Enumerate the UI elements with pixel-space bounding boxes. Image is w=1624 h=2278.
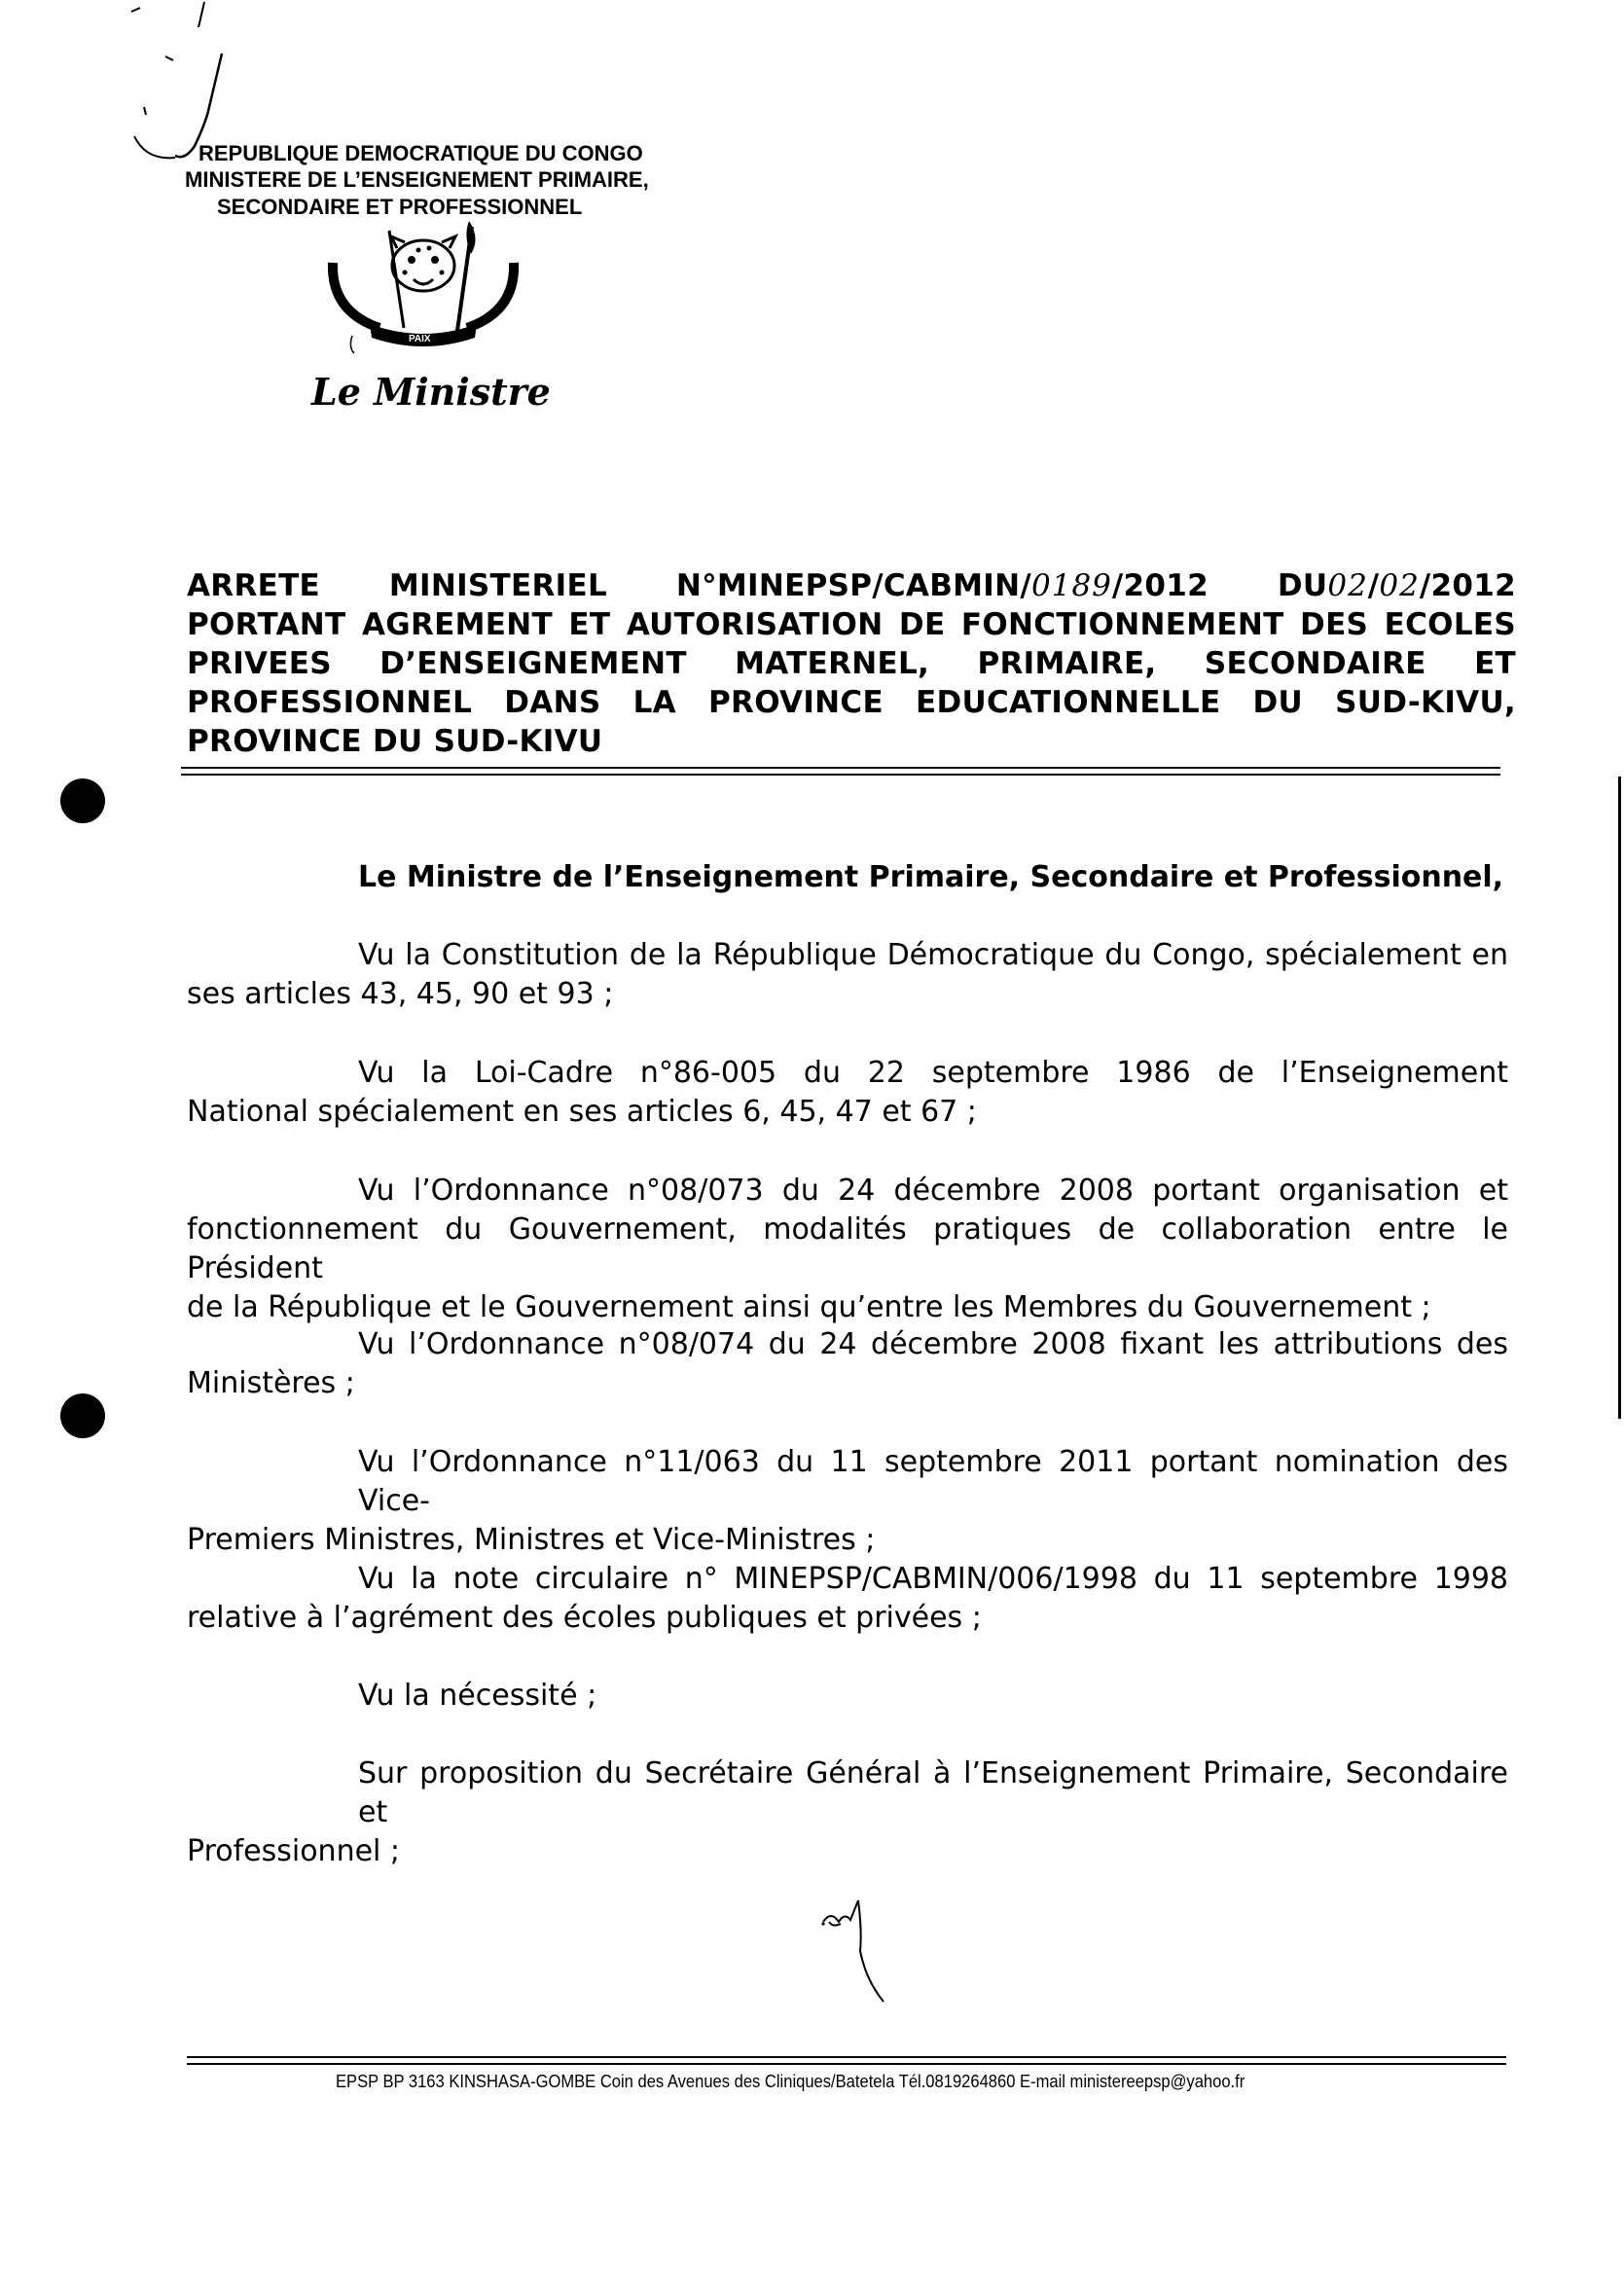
p3-line-3: de la République et le Gouvernement ainsi qu’entre les Membres du Gouvernement ; xyxy=(187,1290,1431,1324)
title-line-1 xyxy=(187,566,1516,605)
title-reference xyxy=(676,566,1209,605)
title-line-4: PROFESSIONNEL DANS LA PROVINCE EDUCATIONNELLE DU SUD-KIVU, xyxy=(187,685,1516,720)
header-country: REPUBLIQUE DEMOCRATIQUE DU CONGO xyxy=(198,141,643,165)
title-line-5: PROVINCE DU SUD-KIVU xyxy=(187,724,603,759)
p1-line-2: ses articles 43, 45, 90 et 93 ; xyxy=(187,977,614,1011)
paragraph-ordonnance-11-063 xyxy=(187,1443,1508,1560)
paragraph-ordonnance-073 xyxy=(187,1172,1508,1327)
footer-contact: EPSP BP 3163 KINSHASA-GOMBE Coin des Avenues des Cliniques/Batetela Tél.0819264860 E-mail ministereepsp@yahoo.fr xyxy=(336,2072,1245,2091)
title-date xyxy=(1278,566,1516,605)
p3-line-1: Vu l’Ordonnance n°08/073 du 24 décembre 2008 portant organisation et xyxy=(358,1174,1508,1208)
date-day-handwritten: 02 xyxy=(1327,568,1368,603)
title-line-3: PRIVEES D’ENSEIGNEMENT MATERNEL, PRIMAIRE, SECONDAIRE ET xyxy=(187,646,1516,681)
title-rule-bottom xyxy=(181,774,1500,776)
p4-line-2: Ministères ; xyxy=(187,1366,355,1400)
p8-line-1: Sur proposition du Secrétaire Général à l’Enseignement Primaire, Secondaire et xyxy=(358,1756,1508,1829)
p7-line-1: Vu la nécessité ; xyxy=(358,1679,597,1713)
date-separator: / xyxy=(1367,568,1380,603)
scan-edge-mark xyxy=(1618,777,1621,1419)
emblem-motto-left: JUSTICE xyxy=(350,283,378,320)
punch-hole-bottom xyxy=(60,1393,105,1438)
p3-line-2: fonctionnement du Gouvernement, modalités pratiques de collaboration entre le Président xyxy=(187,1212,1508,1285)
p6-line-1: Vu la note circulaire n° MINEPSP/CABMIN/006/1998 du 11 septembre 1998 xyxy=(358,1562,1508,1596)
title-arrete: ARRETE xyxy=(187,568,321,603)
coat-of-arms-emblem xyxy=(311,219,535,355)
header-ministry: MINISTERE DE L’ENSEIGNEMENT PRIMAIRE, xyxy=(185,167,649,192)
p5-line-1: Vu l’Ordonnance n°11/063 du 11 septembre 2011 portant nomination des Vice- xyxy=(358,1445,1508,1518)
p4-line-1: Vu l’Ordonnance n°08/074 du 24 décembre 2008 fixant les attributions des xyxy=(358,1327,1508,1361)
handwritten-initials xyxy=(817,1893,895,2009)
p2-line-1: Vu la Loi-Cadre n°86-005 du 22 septembre 1986 de l’Enseignement xyxy=(358,1056,1508,1090)
ref-prefix: N°MINEPSP/CABMIN/ xyxy=(675,568,1031,603)
paragraph-note-circulaire xyxy=(187,1560,1508,1638)
emblem-motto-bottom: PAIX xyxy=(409,334,431,344)
footer-rule-bottom xyxy=(187,2063,1506,2065)
paragraph-ordonnance-074 xyxy=(187,1325,1508,1403)
title-line-2: PORTANT AGREMENT ET AUTORISATION DE FONCTIONNEMENT DES ECOLES xyxy=(187,607,1516,642)
emblem-motto-right: TRAVAIL xyxy=(478,236,505,273)
punch-hole-top xyxy=(60,778,105,823)
title-ministeriel: MINISTERIEL xyxy=(388,568,608,603)
header-ministry-cont: SECONDAIRE ET PROFESSIONNEL xyxy=(217,195,583,219)
ref-number-handwritten: 0189 xyxy=(1031,568,1112,603)
ref-year: /2012 xyxy=(1111,568,1209,603)
p8-line-2: Professionnel ; xyxy=(187,1834,401,1868)
date-prefix: DU xyxy=(1277,568,1328,603)
p6-line-2: relative à l’agrément des écoles publiques et privées ; xyxy=(187,1601,982,1635)
date-year: /2012 xyxy=(1419,568,1516,603)
p1-line-1: Vu la Constitution de la République Démocratique du Congo, spécialement en xyxy=(358,938,1508,972)
p2-line-2: National spécialement en ses articles 6, 45, 47 et 67 ; xyxy=(187,1095,977,1129)
p5-line-2: Premiers Ministres, Ministres et Vice-Ministres ; xyxy=(187,1523,876,1557)
paragraph-proposition xyxy=(187,1754,1508,1871)
paragraph-loi-cadre xyxy=(187,1054,1508,1132)
date-month-handwritten: 02 xyxy=(1379,568,1420,603)
paragraph-necessite xyxy=(187,1677,1508,1716)
body-heading: Le Ministre de l’Enseignement Primaire, Secondaire et Professionnel, xyxy=(358,860,1504,894)
decree-title xyxy=(187,566,1516,761)
footer-rule-top xyxy=(187,2056,1506,2058)
title-rule-top xyxy=(181,767,1500,769)
paragraph-constitution xyxy=(187,936,1508,1014)
minister-title: Le Ministre xyxy=(311,370,551,414)
